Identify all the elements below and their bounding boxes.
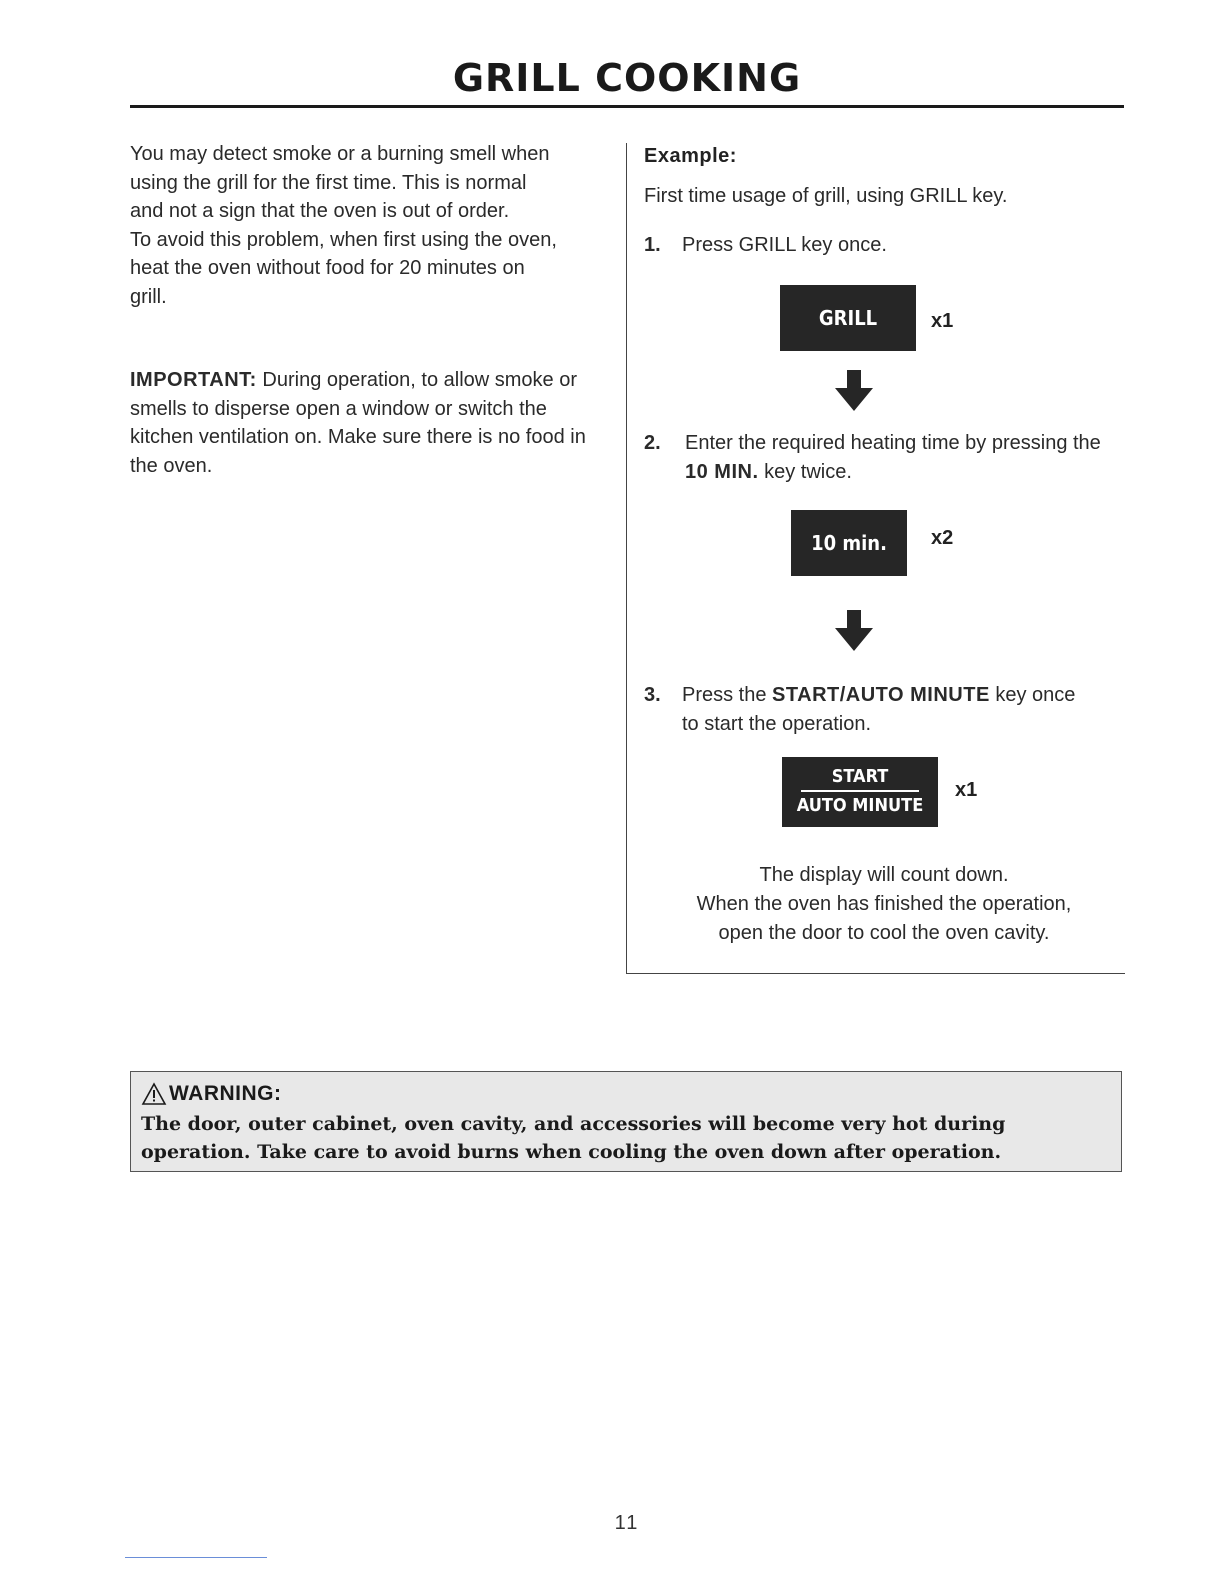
closing-line: open the door to cool the oven cavity. <box>718 922 1050 944</box>
step-2-number: 2. <box>644 432 661 454</box>
closing-note <box>644 861 1124 948</box>
bottom-link-line <box>125 1557 267 1558</box>
page-title: GRILL COOKING <box>452 56 802 100</box>
step-1-multiplier: x1 <box>931 310 954 332</box>
important-label: IMPORTANT: <box>130 369 257 391</box>
step-2-text <box>685 429 1115 487</box>
closing-line: The display will count down. <box>759 864 1009 886</box>
start-auto-minute-key-icon <box>782 757 938 827</box>
important-text: During operation, to allow smoke or smells to disperse open a window or switch the kitchen ventilation on. Make sure there is no food in the oven. <box>130 369 586 477</box>
ten-min-key-icon: 10 min. <box>791 510 907 576</box>
warning-triangle-icon <box>141 1082 167 1106</box>
title-divider <box>130 105 1124 108</box>
example-label: Example: <box>644 145 737 167</box>
auto-minute-key-label: AUTO MINUTE <box>796 794 924 816</box>
down-arrow-icon <box>834 610 874 652</box>
intro-paragraph: You may detect smoke or a burning smell when using the grill for the first time. This is normal and not a sign that the oven is out of order. To avoid this problem, when first using the oven, heat the oven without food for 20 minutes on grill. <box>130 143 557 308</box>
step-2-text-end: key twice. <box>758 461 852 483</box>
step-2-multiplier: x2 <box>931 527 954 549</box>
left-column <box>130 140 600 480</box>
step-3-multiplier: x1 <box>955 779 978 801</box>
step-3-key-name: START/AUTO MINUTE <box>772 684 990 706</box>
grill-key-icon: GRILL <box>780 285 916 351</box>
step-2-key-name: 10 MIN. <box>685 461 759 483</box>
warning-text: The door, outer cabinet, oven cavity, and accessories will become very hot during operation. Take care to avoid burns when cooling the oven down after operation. <box>141 1113 1006 1163</box>
important-paragraph <box>130 366 600 480</box>
step-2-text-start: Enter the required heating time by pressing the <box>685 432 1101 454</box>
warning-label: WARNING: <box>169 1082 282 1105</box>
step-3-number: 3. <box>644 684 661 706</box>
page-number: 11 <box>614 1512 640 1534</box>
warning-box <box>130 1071 1122 1172</box>
example-intro: First time usage of grill, using GRILL key. <box>644 185 1008 207</box>
step-3-text-start: Press the <box>682 684 773 706</box>
start-key-label: START <box>801 766 919 792</box>
warning-heading <box>141 1082 1111 1106</box>
example-panel <box>626 143 1125 974</box>
step-1-number: 1. <box>644 234 661 256</box>
step-3-text-end: key once to start the operation. <box>682 684 1076 735</box>
step-3-text <box>682 681 1092 739</box>
step-1-text: Press GRILL key once. <box>682 234 887 256</box>
closing-line: When the oven has finished the operation, <box>696 893 1072 915</box>
down-arrow-icon <box>834 370 874 412</box>
